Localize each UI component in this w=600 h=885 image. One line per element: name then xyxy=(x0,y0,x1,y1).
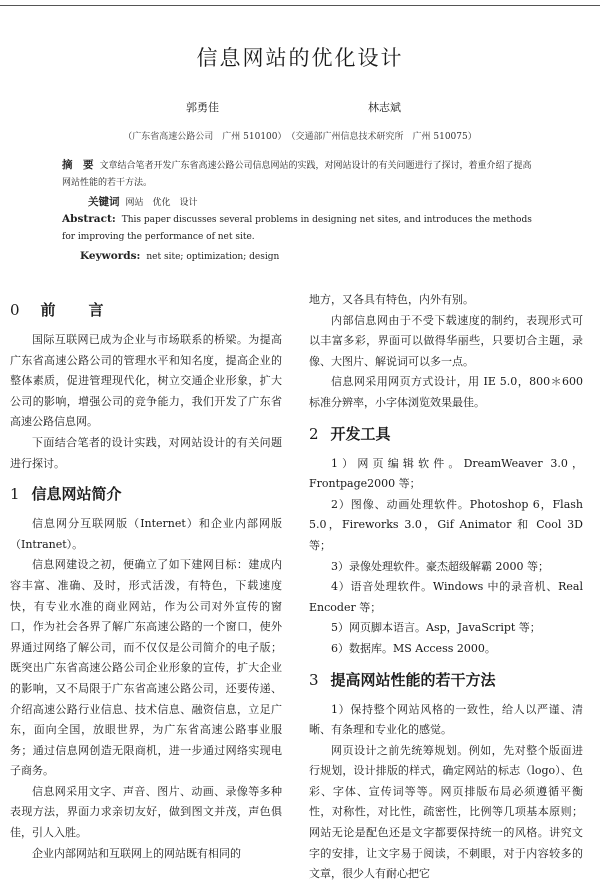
keywords-cn xyxy=(88,194,564,212)
paragraph: 信息网采用文字、声音、图片、动画、录像等多种表现方法，界面力求亲切友好，做到图文并茂，声色俱佳，引人入胜。 xyxy=(10,784,282,840)
author-2: 林志斌 xyxy=(368,101,401,114)
keywords-cn-text: 网站 优化 设计 xyxy=(125,198,198,208)
list-item: 2）图像、动画处理软件。Photoshop 6，Flash 5.0，Fireworks 3.0，Gif Animator 和 Cool 3D 等； xyxy=(309,497,583,552)
abstract-cn-text: 文章结合笔者开发广东省高速公路公司信息网站的实践，对网站设计的有关问题进行了探讨，着重介绍了提高网站性能的若干方法。 xyxy=(62,161,532,188)
left-column xyxy=(10,290,282,864)
keywords-en-label: Keywords: xyxy=(80,250,141,262)
keywords-en-text: net site; optimization; design xyxy=(146,252,280,262)
paragraph: 信息网分互联网版（Internet）和企业内部网版（Intranet）。 xyxy=(10,517,282,551)
section-heading-1: 1 信息网站简介 xyxy=(10,485,122,504)
paragraph: 企业内部网站和互联网上的网站既有相同的 xyxy=(32,846,241,860)
list-item: 6）数据库。MS Access 2000。 xyxy=(331,641,496,655)
paragraph: 国际互联网已成为企业与市场联系的桥梁。为提高广东省高速公路公司的管理水平和知名度，提高企业的整体素质，促进管理现代化，树立交通企业形象，扩大公司的影响，增强公司的竞争能力，我们开发了广东省高速公路信息网。 xyxy=(10,333,282,429)
paper-title: 信息网站的优化设计 xyxy=(196,46,404,70)
paragraph: 1）保持整个网站风格的一致性，给人以严谨、清晰、有条理和专业化的感觉。 xyxy=(309,702,583,737)
paragraph: 地方，又各具有特色，内外有别。 xyxy=(309,293,474,306)
abstract-en-label: Abstract: xyxy=(62,213,116,225)
paragraph: 下面结合笔者的设计实践，对网站设计的有关问题进行探讨。 xyxy=(10,435,282,470)
section-heading-3: 3 提高网站性能的若干方法 xyxy=(309,670,496,689)
list-item: 3）录像处理软件。豪杰超级解霸 2000 等； xyxy=(331,559,549,573)
top-rule xyxy=(0,5,600,6)
author-1: 郭勇佳 xyxy=(186,101,219,114)
abstract-cn-label: 摘 要 xyxy=(62,159,94,171)
keywords-en xyxy=(80,248,556,266)
section-heading-0: 0 前 言 xyxy=(10,301,113,319)
abstract-en xyxy=(62,211,538,246)
list-item: 5）网页脚本语言。Asp，JavaScript 等； xyxy=(331,621,541,635)
keywords-cn-label: 关键词 xyxy=(88,196,120,208)
paragraph: 信息网采用网页方式设计，用 IE 5.0，800＊600 标准分辨率，小字体浏览效果最佳。 xyxy=(309,375,583,409)
affiliations: （广东省高速公路公司 广州 510100） （交通部广州信息技术研究所 广州 510075） xyxy=(123,132,477,142)
list-item: 1）网页编辑软件。DreamWeaver 3.0，Frontpage2000 等； xyxy=(309,456,583,491)
paragraph: 信息网建设之初，便确立了如下建网目标：建成内容丰富、准确、及时，形式活泼，有特色，下载速度快，有专业水准的商业网站，作为公司对外宣传的窗口，作为社会各界了解广东高速公路的一个窗口，使外界通过网络了解公司，而不仅仅是公司简介的电子版；既突出广东省高速公路公司企业形象的宣传，扩大企业的影响，又不局限于广东省高速公路公司，还要传递、介绍高速公路行业信息、技术信息、融资信息，立足广东，面向全国，放眼世界，为广东省高速公路事业服务；通过信息网创造无限商机，进一步通过网络实现电子商务。 xyxy=(10,558,282,778)
abstract-cn xyxy=(62,157,538,192)
list-item: 4）语音处理软件。Windows 中的录音机、Real Encoder 等； xyxy=(309,580,583,614)
paragraph: 网页设计之前先统筹规划。例如，先对整个版面进行规划，设计排版的样式，确定网站的标志（logo）、色彩、字体、宣传词等等。网页排版布局必须遵循平衡性，对称性，对比性，疏密性，比例等几项基本原则；网站无论是配色还是文字都要保持统一的风格。讲究文字的安排，让文字易于阅读，不刺眼，对于内容较多的文章，很少人有耐心把它 xyxy=(309,743,583,881)
abstract-en-text: This paper discusses several problems in designing net sites, and introduces the methods for improving the performance of net site. xyxy=(62,215,532,242)
section-heading-2: 2 开发工具 xyxy=(309,424,391,443)
paragraph: 内部信息网由于不受下载速度的制约，表现形式可以丰富多彩，界面可以做得华丽些，只要切合主题，录像、大图片、解说词可以多一点。 xyxy=(309,313,583,368)
right-column xyxy=(309,290,583,885)
